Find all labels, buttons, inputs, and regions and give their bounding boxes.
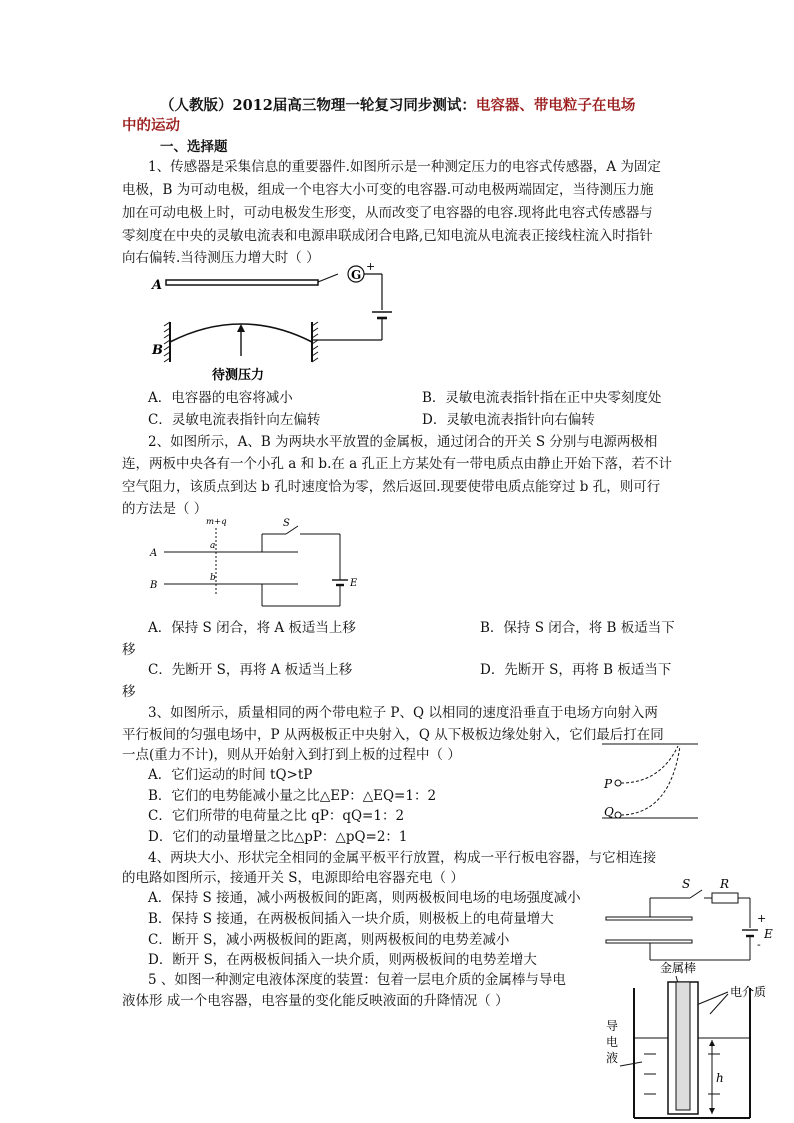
q1-plus: + <box>366 262 376 273</box>
resistor-icon <box>712 893 738 903</box>
q2-line-2: 连，两板中央各有一个小孔 a 和 b.在 a 孔正上方某处有一带电质点由静止开始下落，若不计 <box>122 456 672 472</box>
q5-liquid-label-2: 电 <box>606 1035 619 1049</box>
q3-q-label: Q <box>604 805 614 819</box>
q1-meter-label: G <box>351 268 362 282</box>
title-prefix: （人教版）2012届高三物理一轮复习同步测试： <box>160 97 476 114</box>
trajectory-p <box>621 746 678 783</box>
q2-line-3: 空气阻力，该质点到达 b 孔时速度恰为零，然后返回.现要使带电质点能穿过 b 孔，则可行 <box>122 479 661 495</box>
q2-switch-label: S <box>283 518 290 529</box>
q2-plate-a-label: A <box>150 548 158 559</box>
section-heading: 一、选择题 <box>160 139 228 155</box>
q4-switch-icon <box>690 890 702 898</box>
q4-upper-plate <box>606 917 692 920</box>
q4-resistor-label: R <box>720 877 730 891</box>
q1-line-2: 电极，B 为可动电极，组成一个电容大小可变的电容器.可动电极两端固定，当待测压力施 <box>122 182 654 198</box>
page-title-line2: 中的运动 <box>122 117 180 134</box>
q4-line-1: 4、两块大小、形状完全相同的金属平板平行放置，构成一平行板电容器，与它相连接 <box>148 850 657 866</box>
q1-line-1: 1、传感器是采集信息的重要器件.如图所示是一种测定压力的电容式传感器，A 为固定 <box>148 159 661 175</box>
q3-option-c: C．它们所带的电荷量之比 qP：qQ=1：2 <box>148 808 405 824</box>
q5-rod-label: 金属棒 <box>660 961 697 975</box>
q2-mq-label: m+q <box>206 517 227 527</box>
q5-figure <box>604 958 788 1122</box>
q1-figure <box>140 262 420 386</box>
q2-option-b-cont: 移 <box>122 642 136 658</box>
q4-figure <box>600 874 786 966</box>
q5-line-2: 液体形 成一个电容器，电容量的变化能反映液面的升降情况（ ） <box>122 993 509 1009</box>
q3-line-2: 平行板间的匀强电场中，P 从两极板正中央射入，Q 从下极板边缘处射入，它们最后打在同 <box>122 727 664 743</box>
q4-option-d: D．断开 S，在两极板间插入一块介质，则两极板间的电势差增大 <box>148 952 537 968</box>
q1-line-4: 零刻度在中央的灵敏电流表和电源串联成闭合电路,已知电流从电流表正接线柱流入时指针 <box>122 228 653 244</box>
q1-option-a: A．电容器的电容将减小 <box>148 390 293 406</box>
page-title <box>160 96 635 116</box>
q4-source-label: E <box>764 927 773 941</box>
q2-hole-b-label: b <box>210 573 216 583</box>
q1-option-c: C．灵敏电流表指针向左偏转 <box>148 412 321 428</box>
q3-option-b: B．它们的电势能减小量之比△EP：△EQ=1：2 <box>148 788 437 804</box>
q1-label-b: B <box>152 343 163 358</box>
q1-label-a: A <box>152 278 163 293</box>
q1-line-5: 向右偏转.当待测压力增大时（ ） <box>122 250 320 266</box>
q3-figure <box>600 738 700 824</box>
metal-rod <box>676 982 690 1110</box>
q2-plate-b-label: B <box>150 580 158 591</box>
q2-option-a: A．保持 S 闭合，将 A 板适当上移 <box>148 620 356 636</box>
q5-depth-label: h <box>716 1071 724 1085</box>
q4-minus: - <box>757 938 761 951</box>
q2-option-b: B．保持 S 闭合，将 B 板适当下 <box>480 620 675 636</box>
q1-option-d: D．灵敏电流表指针向右偏转 <box>422 412 595 428</box>
q2-line-1: 2、如图所示，A、B 为两块水平放置的金属板，通过闭合的开关 S 分别与电源两极相 <box>148 434 658 450</box>
q4-line-2: 的电路如图所示，接通开关 S，电源即给电容器充电（ ） <box>122 870 464 886</box>
q3-line-3: 一点(重力不计)，则从开始射入到打到上板的过程中（ ） <box>122 747 461 763</box>
q5-dielectric-label: 电介质 <box>730 985 767 999</box>
fixed-electrode <box>166 280 318 285</box>
q2-option-c: C．先断开 S，再将 A 板适当上移 <box>148 662 353 678</box>
particle-q <box>615 812 621 818</box>
q5-line-1: 5 、如图一种测定电液体深度的装置：包着一层电介质的金属棒与导电 <box>148 972 566 988</box>
trajectory-q <box>621 746 680 815</box>
q1-caption: 待测压力 <box>212 368 265 383</box>
q3-option-d: D．它们的动量增量之比△pP：△pQ=2：1 <box>148 829 408 845</box>
q1-line-3: 加在可动电极上时，可动电极发生形变，从而改变了电容器的电容.现将此电容式传感器与 <box>122 205 653 221</box>
q2-source-label: E <box>350 578 358 589</box>
q3-p-label: P <box>604 777 613 791</box>
q1-option-b: B．灵敏电流表指针指在正中央零刻度处 <box>422 390 662 406</box>
particle-p <box>615 780 621 786</box>
q3-option-a: A．它们运动的时间 tQ>tP <box>148 767 313 783</box>
q2-option-d: D．先断开 S，再将 B 板适当下 <box>480 662 672 678</box>
q2-line-4: 的方法是（ ） <box>122 501 208 517</box>
q5-liquid-label-1: 导 <box>606 1019 619 1033</box>
q4-lower-plate <box>606 940 692 943</box>
q4-option-c: C．断开 S，减小两极板间的距离，则两极板间的电势差减小 <box>148 932 510 948</box>
q4-option-a: A．保持 S 接通，减小两极板间的距离，则两极板间电场的电场强度减小 <box>148 890 581 906</box>
q4-option-b: B．保持 S 接通，在两极板间插入一块介质，则极板上的电荷量增大 <box>148 911 554 927</box>
title-topic: 电容器、带电粒子在电场 <box>475 97 636 114</box>
q3-line-1: 3、如图所示，质量相同的两个带电粒子 P、Q 以相同的速度沿垂直于电场方向射入两 <box>148 705 658 721</box>
q2-hole-a-label: a <box>210 541 216 551</box>
q4-plus: + <box>757 912 767 925</box>
q2-option-d-cont: 移 <box>122 684 136 700</box>
q4-switch-label: S <box>682 877 691 891</box>
q2-figure <box>140 514 380 614</box>
q5-liquid-label-3: 液 <box>606 1051 619 1065</box>
